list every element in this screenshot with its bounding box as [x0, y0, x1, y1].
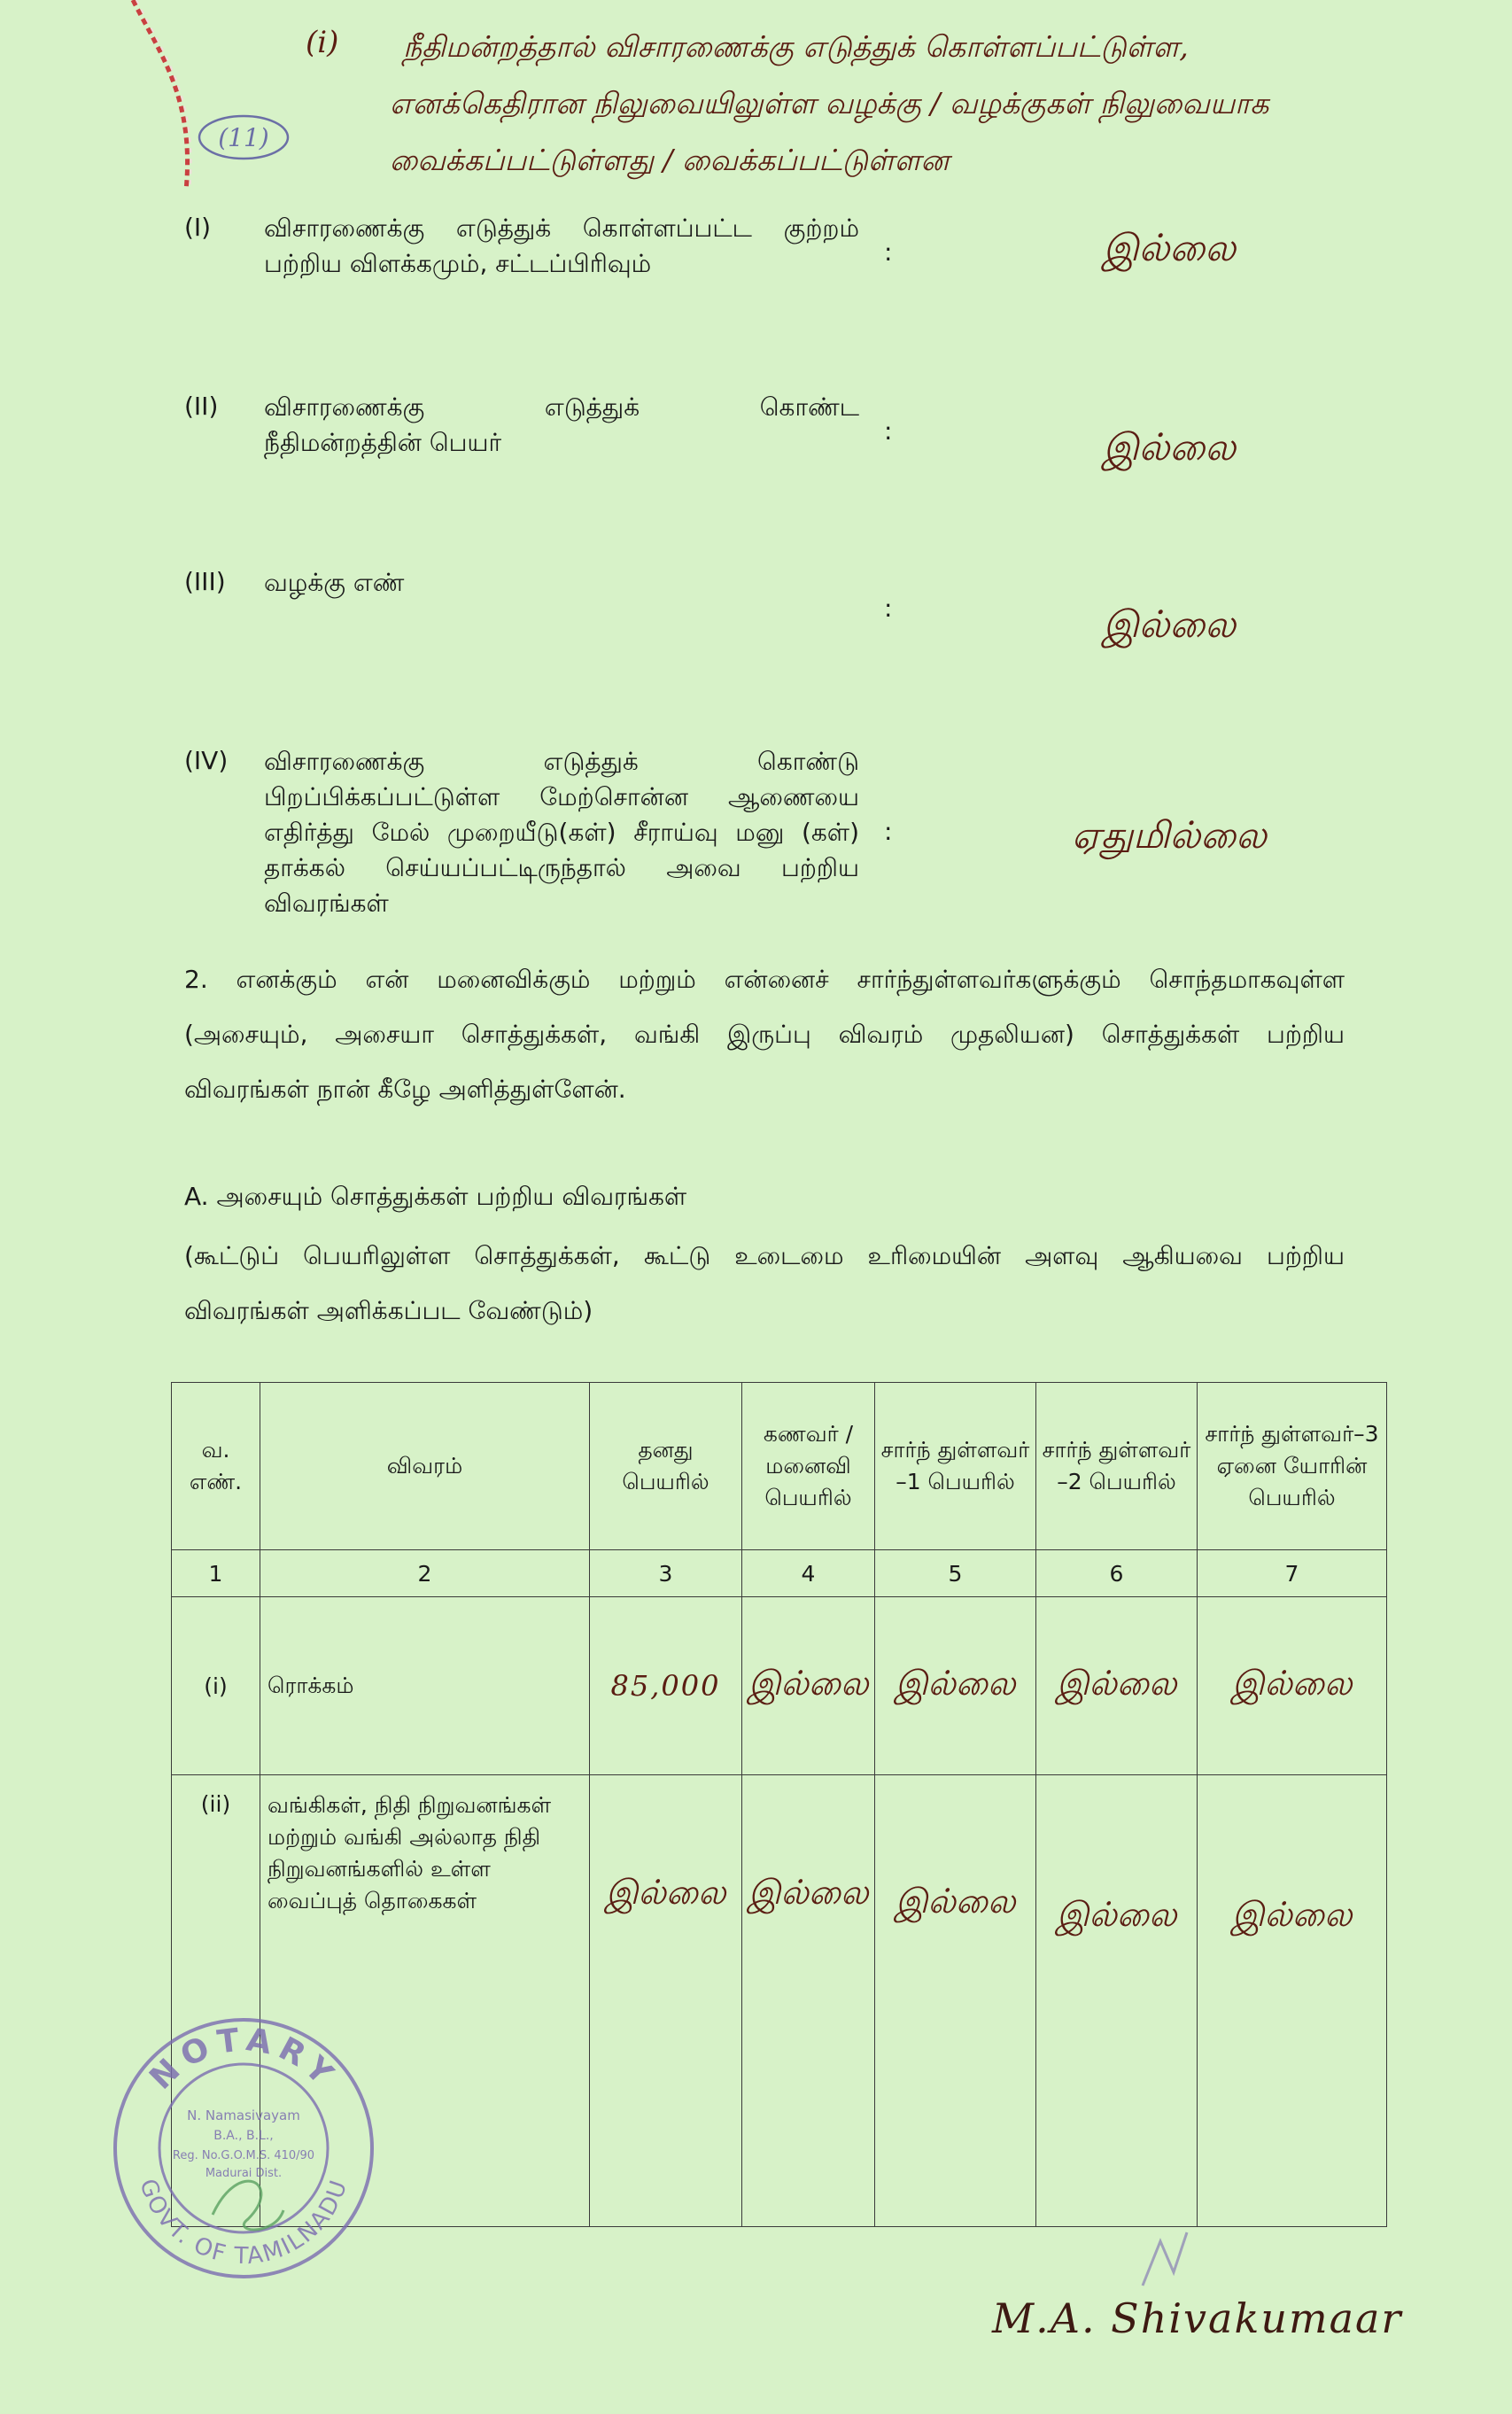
para2-line-2: (அசையும், அசையா சொத்துக்கள், வங்கி இருப்பு விவரம் முதலியன) சொத்துக்கள் பற்றிய — [184, 1020, 1345, 1049]
margin-mark-text: (11) — [218, 123, 269, 152]
ink-smudge — [1125, 2224, 1205, 2294]
svg-text:NOTARY — [143, 2022, 345, 2097]
header-details: விவரம் — [260, 1383, 590, 1550]
item-4-answer: ஏதுமில்லை — [1072, 813, 1267, 857]
stamp-bottom-text: GOVT. OF TAMILNADU — [134, 2176, 353, 2270]
row-value-self: 85,000 — [590, 1597, 742, 1775]
row-value-dependent-3: இல்லை — [1198, 1597, 1387, 1775]
header-dependent-1: சார்ந் துள்ளவர் –1 பெயரில் — [875, 1383, 1036, 1550]
stamp-place: Madurai Dist. — [205, 2167, 283, 2180]
stamp-degree: B.A., B.L., — [213, 2129, 274, 2143]
header-note-line-2: எனக்கெதிரான நிலுவையிலுள்ள வழக்கு / வழக்குகள் நிலுவையாக — [390, 86, 1269, 120]
item-4-line-2: பிறப்பிக்கப்பட்டுள்ள மேற்சொன்ன ஆணையை — [264, 782, 859, 811]
row-description: ரொக்கம் — [260, 1597, 590, 1775]
row-value-dependent-2: இல்லை — [1036, 1597, 1198, 1775]
item-2-answer: இல்லை — [1102, 425, 1237, 469]
section-a-title: A. அசையும் சொத்துக்கள் பற்றிய விவரங்கள் — [184, 1182, 687, 1211]
header-spouse: கணவர் / மனைவி பெயரில் — [742, 1383, 875, 1550]
header-self: தனது பெயரில் — [590, 1383, 742, 1550]
col-number: 6 — [1036, 1550, 1198, 1597]
table-header-row — [172, 1383, 1387, 1550]
section-a-line-1: (கூட்டுப் பெயரிலுள்ள சொத்துக்கள், கூட்டு உடைமை உரிமையின் அளவு ஆகியவை பற்றிய — [184, 1241, 1345, 1270]
item-2-line-1: விசாரணைக்கு எடுத்துக் கொண்ட — [264, 392, 859, 422]
binding-thread — [124, 0, 230, 204]
header-dependent-3: சார்ந் துள்ளவர்–3 ஏனை யோரின் பெயரில் — [1198, 1383, 1387, 1550]
item-4-line-3: எதிர்த்து மேல் முறையீடு(கள்) சீராய்வு மனு (கள்) — [264, 818, 859, 847]
item-2-number: (II) — [184, 392, 219, 421]
col-number: 3 — [590, 1550, 742, 1597]
item-4-colon: : — [884, 817, 893, 846]
stamp-reg: Reg. No.G.O.M.S. 410/90 — [172, 2149, 315, 2162]
stamp-initials-mark — [213, 2181, 283, 2230]
col-number: 1 — [172, 1550, 260, 1597]
item-4-line-4: தாக்கல் செய்யப்பட்டிருந்தால் அவை பற்றிய — [264, 853, 859, 882]
table-row — [172, 1597, 1387, 1775]
row-value-dependent-2: இல்லை — [1036, 1775, 1198, 2227]
row-sno: (ii) — [172, 1775, 260, 2227]
para2-line-3: விவரங்கள் நான் கீழே அளித்துள்ளேன். — [184, 1075, 626, 1104]
margin-circle-mark — [190, 106, 297, 168]
header-note-line-3: வைக்கப்பட்டுள்ளது / வைக்கப்பட்டுள்ளன — [390, 143, 950, 177]
item-4-line-1: விசாரணைக்கு எடுத்துக் கொண்டு — [264, 747, 859, 776]
signature: M.A. Shivakumaar — [992, 2294, 1403, 2342]
col-number: 5 — [875, 1550, 1036, 1597]
header-note-number: (i) — [306, 25, 339, 60]
row-value-self: இல்லை — [590, 1775, 742, 2227]
stamp-name: N. Namasivayam — [187, 2107, 300, 2123]
row-description: வங்கிகள், நிதி நிறுவனங்கள் மற்றும் வங்கி அல்லாத நிதி நிறுவனங்களில் உள்ள வைப்புத் தொகைகள் — [260, 1775, 590, 2227]
header-dependent-2: சார்ந் துள்ளவர் –2 பெயரில் — [1036, 1383, 1198, 1550]
section-a-line-2: விவரங்கள் அளிக்கப்பட வேண்டும்) — [184, 1296, 593, 1325]
item-2-line-2: நீதிமன்றத்தின் பெயர் — [264, 428, 502, 457]
row-value-dependent-3: இல்லை — [1198, 1775, 1387, 2227]
item-1-colon: : — [884, 237, 893, 267]
col-number: 4 — [742, 1550, 875, 1597]
item-3-line-1: வழக்கு எண் — [264, 568, 405, 597]
notary-stamp — [106, 2006, 381, 2281]
item-2-colon: : — [884, 416, 893, 446]
row-sno: (i) — [172, 1597, 260, 1775]
para2-line-1: 2. எனக்கும் என் மனைவிக்கும் மற்றும் என்னைச் சார்ந்துள்ளவர்களுக்கும் சொந்தமாகவுள்ள — [184, 965, 1345, 994]
table-column-number-row — [172, 1550, 1387, 1597]
item-1-answer: இல்லை — [1102, 226, 1237, 269]
row-value-spouse: இல்லை — [742, 1775, 875, 2227]
col-number: 7 — [1198, 1550, 1387, 1597]
item-4-number: (IV) — [184, 746, 229, 775]
item-3-answer: இல்லை — [1102, 602, 1237, 646]
item-4-line-5: விவரங்கள் — [264, 889, 389, 918]
header-note-line-1: நீதிமன்றத்தால் விசாரணைக்கு எடுத்துக் கொள்ளப்பட்டுள்ள, — [403, 29, 1189, 64]
row-value-dependent-1: இல்லை — [875, 1597, 1036, 1775]
item-1-number: (I) — [184, 213, 212, 242]
col-number: 2 — [260, 1550, 590, 1597]
item-1-line-1: விசாரணைக்கு எடுத்துக் கொள்ளப்பட்ட குற்றம் — [264, 213, 859, 243]
item-3-number: (III) — [184, 567, 226, 596]
item-1-line-2: பற்றிய விளக்கமும், சட்டப்பிரிவும் — [264, 249, 652, 278]
row-value-dependent-1: இல்லை — [875, 1775, 1036, 2227]
row-value-spouse: இல்லை — [742, 1597, 875, 1775]
header-sno: வ. எண். — [172, 1383, 260, 1550]
stamp-top-text: NOTARY — [143, 2022, 345, 2098]
item-3-colon: : — [884, 594, 893, 623]
